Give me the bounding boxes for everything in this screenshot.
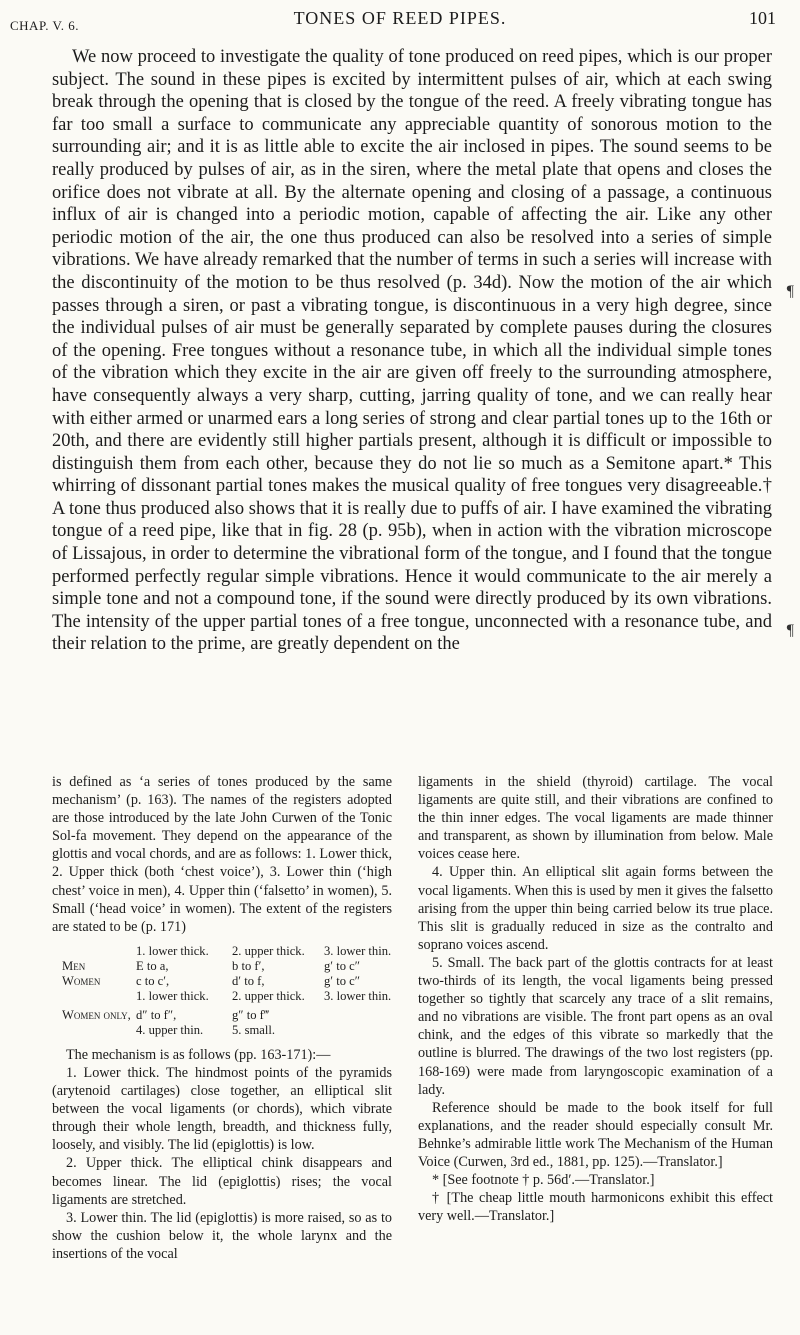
registers-cell [62, 989, 136, 1004]
registers-label: Women only, [62, 1007, 131, 1022]
footnote-column-right [418, 773, 773, 1225]
registers-cell: 2. upper thick. [232, 988, 305, 1003]
footnote-column-left [52, 773, 392, 1263]
registers-cell: g″ to f‴ [232, 1007, 270, 1022]
registers-label: Men [62, 958, 86, 973]
registers-row [62, 1008, 392, 1023]
footnote-star: * [See footnote † p. 56d′.—Translator.] [432, 1172, 655, 1189]
chapter-label: CHAP. V. 6. [10, 18, 79, 33]
page-header [0, 6, 800, 36]
footnote-item: 4. Upper thin. An elliptical slit again forms between the vocal ligaments. When this is used by men it gives the falsetto arising from the upper thin being carried below its true place. This slit is gradually reduced in size as the contralto and soprano voices ascend. [418, 864, 773, 953]
pilcrow-mark: ¶ [786, 283, 794, 300]
footnote-item: 2. Upper thick. The elliptical chink disappears and becomes linear. The lid (epiglottis) rises; the vocal ligaments are stretched. [52, 1155, 392, 1208]
running-title: TONES OF REED PIPES. [293, 8, 507, 28]
registers-cell: g′ to c″ [324, 958, 360, 973]
registers-cell: 3. lower thin. [324, 988, 392, 1003]
registers-row [62, 959, 392, 974]
registers-row [62, 974, 392, 989]
registers-cell: d′ to f, [232, 973, 265, 988]
registers-cell: d″ to f″, [136, 1007, 177, 1022]
registers-cell: 1. lower thick. [136, 943, 209, 958]
page-number: 101 [749, 8, 776, 28]
pilcrow-mark: ¶ [786, 622, 794, 639]
registers-cell: g′ to c″ [324, 973, 360, 988]
registers-cell: 4. upper thin. [136, 1022, 204, 1037]
registers-cell: 1. lower thick. [136, 988, 209, 1003]
footnote-text: is defined as ‘a series of tones produced by the same mechanism’ (p. 163). The names of the registers adopted are those introduced by the late John Curwen of the Tonic Sol-fa movement. They depend on the appearance of the glottis and vocal chords, and are as follows: 1. Lower thick, 2. Upper thick (both ‘chest voice’), 3. Lower thin (‘high chest’ voice in men), 4. Upper thin (‘falsetto’ in women), 5. Small (‘head voice’ in women). The extent of the registers are stated to be (p. 171) [52, 774, 392, 935]
registers-label: Women [62, 973, 101, 988]
registers-cell: E to a, [136, 958, 169, 973]
registers-cell: 2. upper thick. [232, 943, 305, 958]
footnote-item: 3. Lower thin. The lid (epiglottis) is more raised, so as to show the cushion below it, the whole larynx and the insertions of the vocal [52, 1209, 392, 1262]
registers-cell: b to f′, [232, 958, 265, 973]
registers-row [62, 1023, 392, 1038]
registers-cell: c to c′, [136, 973, 170, 988]
registers-table [62, 944, 392, 1038]
footnote-text: Reference should be made to the book itself for full explanations, and the reader should especially consult Mr. Behnke’s admirable little work The Mechanism of the Human Voice (Curwen, 3rd ed., 1881, pp. 125).—Translator.] [418, 1099, 773, 1170]
main-paragraph: We now proceed to investigate the quality of tone produced on reed pipes, which is our proper subject. The sound in these pipes is excited by intermittent pulses of air, which at each swing break through the opening that is closed by the tongue of the reed. A freely vibrating tongue has far too small a surface to communicate any appreciable quantity of sonorous motion to the surrounding air; and it is as little able to excite the air inclosed in pipes. The sound seems to be really produced by pulses of air, as in the siren, where the metal plate that opens and closes the orifice does not vibrate at all. By the alternate opening and closing of a passage, a continuous influx of air is changed into a periodic motion, capable of affecting the air. Like any other periodic motion of the air, the one thus produced can also be resolved into a series of simple vibrations. We have already remarked that the number of terms in such a series will increase with the discontinuity of the motion to be thus resolved (p. 34d). Now the motion of the air which passes through a siren, or past a vibrating tongue, is discontinuous in a very high degree, since the individual pulses of air must be generally separated by complete pauses during the closures of the opening. Free tongues without a resonance tube, in which all the individual simple tones of the vibration which they excite in the air are given off freely to the surrounding atmosphere, have consequently always a very sharp, cutting, jarring quality of tone, and we can really hear with either armed or unarmed ears a long series of strong and clear partial tones up to the 16th or 20th, and there are evidently still higher partials present, although it is difficult or impossible to distinguish them from each other, because they do not lie so much as a Semitone apart.* This whirring of dissonant partial tones makes the musical quality of free tongues very disagreeable.† A tone thus produced also shows that it is really due to puffs of air. I have examined the vibrating tongue of a reed pipe, like that in fig. 28 (p. 95b), when in action with the vibration microscope of Lissajous, in order to determine the vibrational form of the tongue, and I found that the tongue performed perfectly regular simple vibrations. Hence it would communicate to the air merely a simple tone and not a compound tone, if the sound were directly produced by its own vibrations. The intensity of the upper partial tones of a free tongue, unconnected with a resonance tube, and their relation to the prime, are greatly dependent on the [52, 47, 772, 655]
registers-cell [62, 944, 136, 959]
footnote-text: The mechanism is as follows (pp. 163-171):— [66, 1046, 331, 1063]
registers-cell: 5. small. [232, 1022, 276, 1037]
footnote-item: 5. Small. The back part of the glottis contracts for at least two-thirds of its length, the vocal ligaments being pressed together so tightly that scarcely any trace of a slit remains, and no vibrations are visible. The front part opens as an oval chink, and the edges of this vibrate so markedly that the outline is blurred. The drawings of the two lost registers (pp. 168-169) were made from laryngoscopic examination of a lady. [418, 954, 773, 1098]
footnote-text: ligaments in the shield (thyroid) cartilage. The vocal ligaments are quite still, and their vibrations are confined to the thin inner edges. The vocal ligaments are made thinner and transparent, as shown by illumination from below. Male voices cease here. [418, 774, 773, 863]
footnote-dagger: † [The cheap little mouth harmonicons exhibit this effect very well.—Translator.] [418, 1190, 773, 1225]
footnote-item: 1. Lower thick. The hindmost points of the pyramids (arytenoid cartilages) close together, an elliptical slit between the vocal ligaments (or chords), which vibrate through their whole length, breadth, and thickness fully, loosely, and visibly. The lid (epiglottis) is low. [52, 1064, 392, 1154]
registers-cell: 3. lower thin. [324, 943, 392, 958]
registers-row [62, 989, 392, 1004]
registers-row [62, 944, 392, 959]
registers-cell [62, 1023, 136, 1038]
main-text [52, 46, 772, 656]
